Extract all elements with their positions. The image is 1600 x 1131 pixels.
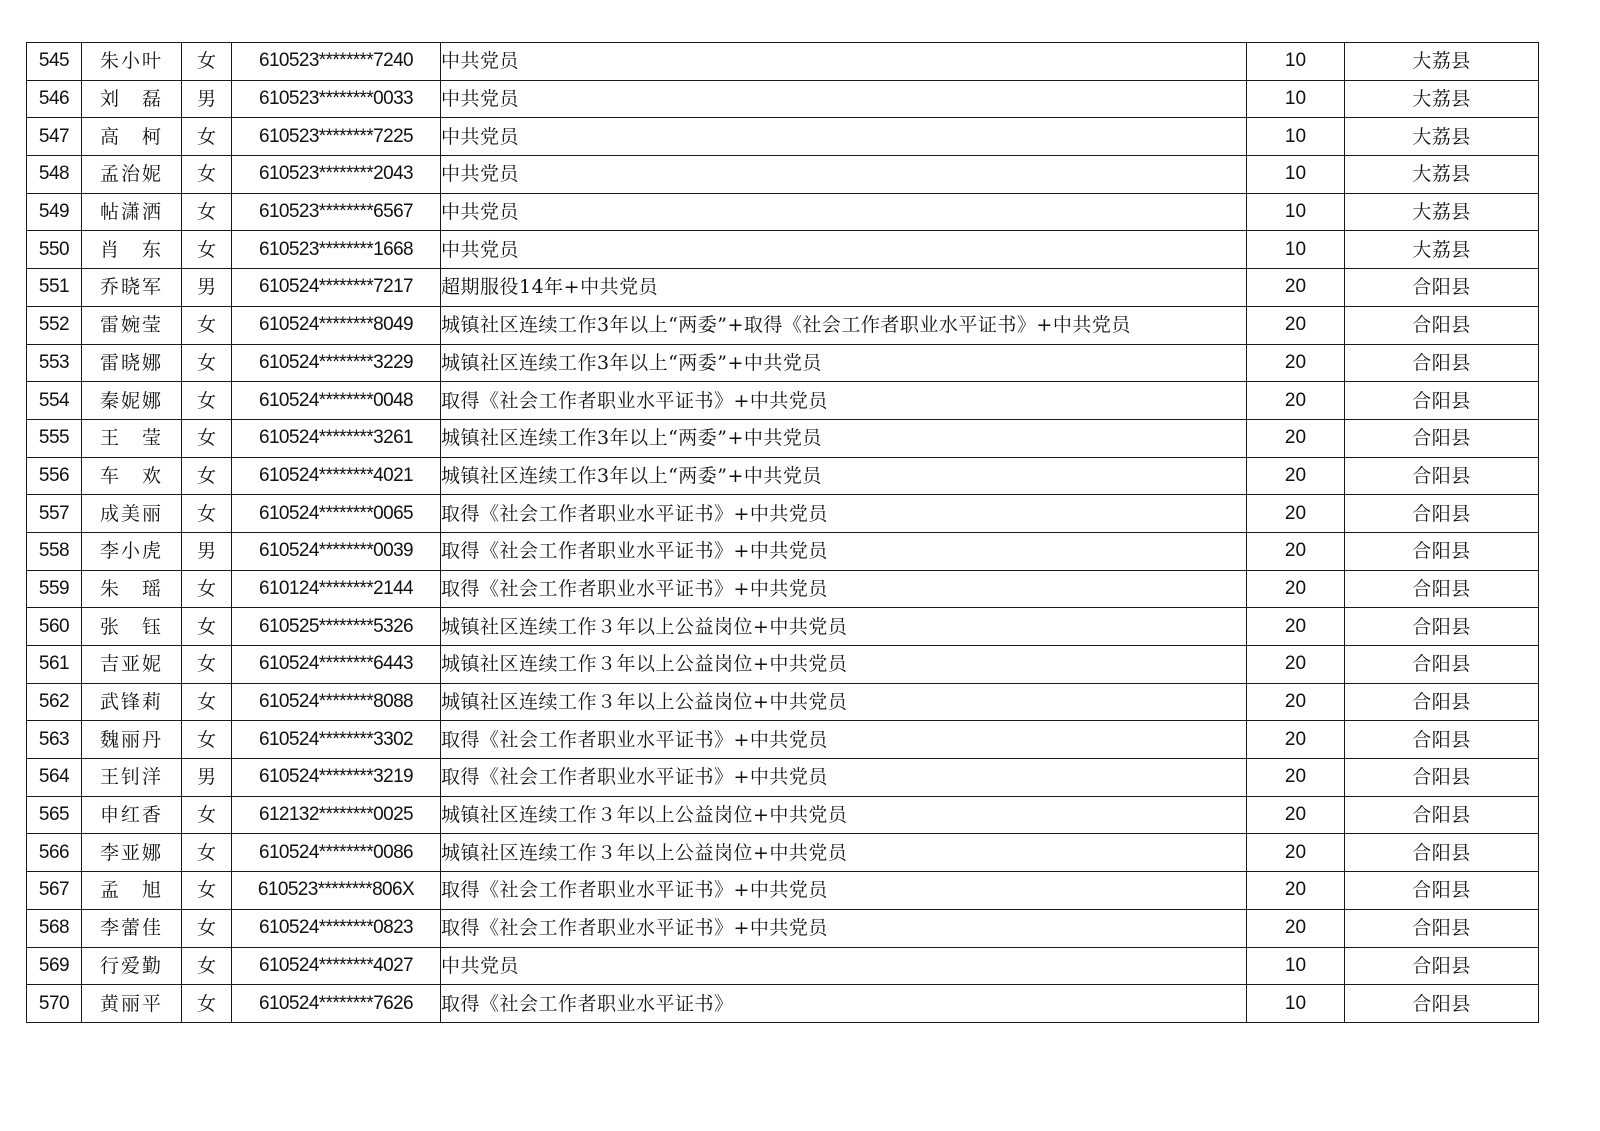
table-row [27, 947, 1539, 985]
roster-table [26, 42, 1539, 1023]
gender-cell: 男 [182, 759, 232, 797]
score-cell: 20 [1247, 759, 1345, 797]
table-row [27, 80, 1539, 118]
county-cell: 合阳县 [1345, 608, 1539, 646]
condition-cell: 取得《社会工作者职业水平证书》+中共党员 [441, 759, 1247, 797]
id-number-cell: 610524********3261 [232, 419, 441, 457]
name-cell: 成美丽 [82, 495, 182, 533]
condition-cell: 中共党员 [441, 947, 1247, 985]
table-row [27, 269, 1539, 307]
row-number-cell: 550 [27, 231, 82, 269]
id-number-cell: 610524********8049 [232, 306, 441, 344]
score-cell: 20 [1247, 495, 1345, 533]
name-cell: 张 钰 [82, 608, 182, 646]
id-number-cell: 610524********4027 [232, 947, 441, 985]
table-row [27, 646, 1539, 684]
gender-cell: 男 [182, 532, 232, 570]
gender-cell: 女 [182, 118, 232, 156]
row-number-cell: 564 [27, 759, 82, 797]
id-number-cell: 610524********8088 [232, 683, 441, 721]
condition-cell: 中共党员 [441, 80, 1247, 118]
county-cell: 合阳县 [1345, 759, 1539, 797]
condition-cell: 取得《社会工作者职业水平证书》+中共党员 [441, 872, 1247, 910]
row-number-cell: 552 [27, 306, 82, 344]
gender-cell: 女 [182, 495, 232, 533]
condition-cell: 城镇社区连续工作3年以上“两委”+中共党员 [441, 419, 1247, 457]
county-cell: 大荔县 [1345, 231, 1539, 269]
id-number-cell: 610525********5326 [232, 608, 441, 646]
table-row [27, 683, 1539, 721]
id-number-cell: 610524********3219 [232, 759, 441, 797]
gender-cell: 女 [182, 231, 232, 269]
table-row [27, 43, 1539, 81]
gender-cell: 男 [182, 269, 232, 307]
condition-cell: 城镇社区连续工作３年以上公益岗位+中共党员 [441, 796, 1247, 834]
name-cell: 朱小叶 [82, 43, 182, 81]
table-row [27, 759, 1539, 797]
condition-cell: 城镇社区连续工作3年以上“两委”+取得《社会工作者职业水平证书》+中共党员 [441, 306, 1247, 344]
name-cell: 王 莹 [82, 419, 182, 457]
gender-cell: 女 [182, 419, 232, 457]
row-number-cell: 562 [27, 683, 82, 721]
county-cell: 合阳县 [1345, 306, 1539, 344]
table-row [27, 419, 1539, 457]
condition-cell: 中共党员 [441, 231, 1247, 269]
row-number-cell: 551 [27, 269, 82, 307]
id-number-cell: 610124********2144 [232, 570, 441, 608]
table-row [27, 909, 1539, 947]
name-cell: 朱 瑶 [82, 570, 182, 608]
id-number-cell: 610523********6567 [232, 193, 441, 231]
name-cell: 肖 东 [82, 231, 182, 269]
row-number-cell: 565 [27, 796, 82, 834]
roster-sheet [26, 42, 1538, 1023]
condition-cell: 取得《社会工作者职业水平证书》+中共党员 [441, 382, 1247, 420]
county-cell: 大荔县 [1345, 156, 1539, 194]
county-cell: 合阳县 [1345, 683, 1539, 721]
row-number-cell: 549 [27, 193, 82, 231]
condition-cell: 取得《社会工作者职业水平证书》+中共党员 [441, 909, 1247, 947]
score-cell: 20 [1247, 269, 1345, 307]
score-cell: 20 [1247, 419, 1345, 457]
name-cell: 武锋莉 [82, 683, 182, 721]
id-number-cell: 610524********7626 [232, 985, 441, 1023]
condition-cell: 中共党员 [441, 43, 1247, 81]
id-number-cell: 610524********0048 [232, 382, 441, 420]
gender-cell: 女 [182, 43, 232, 81]
row-number-cell: 568 [27, 909, 82, 947]
name-cell: 李亚娜 [82, 834, 182, 872]
table-row [27, 532, 1539, 570]
county-cell: 合阳县 [1345, 947, 1539, 985]
county-cell: 合阳县 [1345, 872, 1539, 910]
score-cell: 20 [1247, 532, 1345, 570]
county-cell: 合阳县 [1345, 570, 1539, 608]
score-cell: 20 [1247, 457, 1345, 495]
name-cell: 行爱勤 [82, 947, 182, 985]
id-number-cell: 610523********7240 [232, 43, 441, 81]
row-number-cell: 569 [27, 947, 82, 985]
gender-cell: 女 [182, 156, 232, 194]
name-cell: 车 欢 [82, 457, 182, 495]
name-cell: 帖潇洒 [82, 193, 182, 231]
condition-cell: 取得《社会工作者职业水平证书》 [441, 985, 1247, 1023]
score-cell: 20 [1247, 872, 1345, 910]
score-cell: 20 [1247, 721, 1345, 759]
row-number-cell: 563 [27, 721, 82, 759]
condition-cell: 超期服役14年+中共党员 [441, 269, 1247, 307]
name-cell: 刘 磊 [82, 80, 182, 118]
county-cell: 合阳县 [1345, 457, 1539, 495]
score-cell: 20 [1247, 683, 1345, 721]
score-cell: 10 [1247, 947, 1345, 985]
table-row [27, 231, 1539, 269]
name-cell: 秦妮娜 [82, 382, 182, 420]
gender-cell: 男 [182, 80, 232, 118]
table-row [27, 118, 1539, 156]
row-number-cell: 556 [27, 457, 82, 495]
name-cell: 魏丽丹 [82, 721, 182, 759]
gender-cell: 女 [182, 570, 232, 608]
condition-cell: 取得《社会工作者职业水平证书》+中共党员 [441, 532, 1247, 570]
score-cell: 10 [1247, 43, 1345, 81]
gender-cell: 女 [182, 382, 232, 420]
county-cell: 合阳县 [1345, 419, 1539, 457]
condition-cell: 取得《社会工作者职业水平证书》+中共党员 [441, 721, 1247, 759]
county-cell: 大荔县 [1345, 80, 1539, 118]
condition-cell: 中共党员 [441, 118, 1247, 156]
name-cell: 雷婉莹 [82, 306, 182, 344]
condition-cell: 取得《社会工作者职业水平证书》+中共党员 [441, 570, 1247, 608]
score-cell: 10 [1247, 985, 1345, 1023]
condition-cell: 中共党员 [441, 193, 1247, 231]
row-number-cell: 560 [27, 608, 82, 646]
score-cell: 20 [1247, 608, 1345, 646]
condition-cell: 中共党员 [441, 156, 1247, 194]
name-cell: 孟治妮 [82, 156, 182, 194]
gender-cell: 女 [182, 909, 232, 947]
table-row [27, 306, 1539, 344]
gender-cell: 女 [182, 947, 232, 985]
condition-cell: 城镇社区连续工作３年以上公益岗位+中共党员 [441, 646, 1247, 684]
county-cell: 合阳县 [1345, 721, 1539, 759]
gender-cell: 女 [182, 306, 232, 344]
table-row [27, 721, 1539, 759]
id-number-cell: 612132********0025 [232, 796, 441, 834]
name-cell: 申红香 [82, 796, 182, 834]
id-number-cell: 610524********3229 [232, 344, 441, 382]
condition-cell: 城镇社区连续工作3年以上“两委”+中共党员 [441, 344, 1247, 382]
score-cell: 10 [1247, 118, 1345, 156]
condition-cell: 取得《社会工作者职业水平证书》+中共党员 [441, 495, 1247, 533]
table-row [27, 570, 1539, 608]
id-number-cell: 610524********0086 [232, 834, 441, 872]
name-cell: 雷晓娜 [82, 344, 182, 382]
id-number-cell: 610523********0033 [232, 80, 441, 118]
county-cell: 合阳县 [1345, 382, 1539, 420]
score-cell: 20 [1247, 570, 1345, 608]
id-number-cell: 610524********6443 [232, 646, 441, 684]
table-row [27, 872, 1539, 910]
table-row [27, 834, 1539, 872]
score-cell: 10 [1247, 231, 1345, 269]
id-number-cell: 610524********0823 [232, 909, 441, 947]
gender-cell: 女 [182, 985, 232, 1023]
table-row [27, 985, 1539, 1023]
name-cell: 高 柯 [82, 118, 182, 156]
score-cell: 10 [1247, 193, 1345, 231]
condition-cell: 城镇社区连续工作３年以上公益岗位+中共党员 [441, 834, 1247, 872]
county-cell: 合阳县 [1345, 796, 1539, 834]
id-number-cell: 610523********806X [232, 872, 441, 910]
score-cell: 20 [1247, 909, 1345, 947]
county-cell: 合阳县 [1345, 269, 1539, 307]
county-cell: 大荔县 [1345, 118, 1539, 156]
gender-cell: 女 [182, 796, 232, 834]
row-number-cell: 557 [27, 495, 82, 533]
gender-cell: 女 [182, 344, 232, 382]
score-cell: 20 [1247, 306, 1345, 344]
condition-cell: 城镇社区连续工作３年以上公益岗位+中共党员 [441, 608, 1247, 646]
row-number-cell: 566 [27, 834, 82, 872]
county-cell: 合阳县 [1345, 646, 1539, 684]
row-number-cell: 546 [27, 80, 82, 118]
county-cell: 合阳县 [1345, 909, 1539, 947]
row-number-cell: 558 [27, 532, 82, 570]
id-number-cell: 610524********4021 [232, 457, 441, 495]
row-number-cell: 554 [27, 382, 82, 420]
row-number-cell: 548 [27, 156, 82, 194]
id-number-cell: 610524********0065 [232, 495, 441, 533]
name-cell: 黄丽平 [82, 985, 182, 1023]
condition-cell: 城镇社区连续工作３年以上公益岗位+中共党员 [441, 683, 1247, 721]
county-cell: 合阳县 [1345, 495, 1539, 533]
id-number-cell: 610523********1668 [232, 231, 441, 269]
roster-body [27, 43, 1539, 1023]
id-number-cell: 610523********2043 [232, 156, 441, 194]
score-cell: 20 [1247, 646, 1345, 684]
condition-cell: 城镇社区连续工作3年以上“两委”+中共党员 [441, 457, 1247, 495]
table-row [27, 382, 1539, 420]
id-number-cell: 610524********0039 [232, 532, 441, 570]
row-number-cell: 547 [27, 118, 82, 156]
county-cell: 合阳县 [1345, 532, 1539, 570]
county-cell: 大荔县 [1345, 43, 1539, 81]
id-number-cell: 610524********3302 [232, 721, 441, 759]
gender-cell: 女 [182, 457, 232, 495]
id-number-cell: 610524********7217 [232, 269, 441, 307]
row-number-cell: 559 [27, 570, 82, 608]
name-cell: 吉亚妮 [82, 646, 182, 684]
name-cell: 李小虎 [82, 532, 182, 570]
score-cell: 20 [1247, 834, 1345, 872]
table-row [27, 608, 1539, 646]
gender-cell: 女 [182, 683, 232, 721]
table-row [27, 796, 1539, 834]
name-cell: 王钊洋 [82, 759, 182, 797]
gender-cell: 女 [182, 834, 232, 872]
row-number-cell: 555 [27, 419, 82, 457]
gender-cell: 女 [182, 193, 232, 231]
table-row [27, 495, 1539, 533]
score-cell: 20 [1247, 796, 1345, 834]
name-cell: 乔晓军 [82, 269, 182, 307]
row-number-cell: 561 [27, 646, 82, 684]
county-cell: 合阳县 [1345, 344, 1539, 382]
id-number-cell: 610523********7225 [232, 118, 441, 156]
gender-cell: 女 [182, 721, 232, 759]
row-number-cell: 570 [27, 985, 82, 1023]
score-cell: 20 [1247, 344, 1345, 382]
name-cell: 李蕾佳 [82, 909, 182, 947]
gender-cell: 女 [182, 608, 232, 646]
score-cell: 10 [1247, 80, 1345, 118]
table-row [27, 457, 1539, 495]
county-cell: 合阳县 [1345, 985, 1539, 1023]
table-row [27, 156, 1539, 194]
gender-cell: 女 [182, 646, 232, 684]
table-row [27, 344, 1539, 382]
row-number-cell: 553 [27, 344, 82, 382]
table-row [27, 193, 1539, 231]
county-cell: 大荔县 [1345, 193, 1539, 231]
score-cell: 20 [1247, 382, 1345, 420]
county-cell: 合阳县 [1345, 834, 1539, 872]
row-number-cell: 545 [27, 43, 82, 81]
score-cell: 10 [1247, 156, 1345, 194]
name-cell: 孟 旭 [82, 872, 182, 910]
row-number-cell: 567 [27, 872, 82, 910]
gender-cell: 女 [182, 872, 232, 910]
